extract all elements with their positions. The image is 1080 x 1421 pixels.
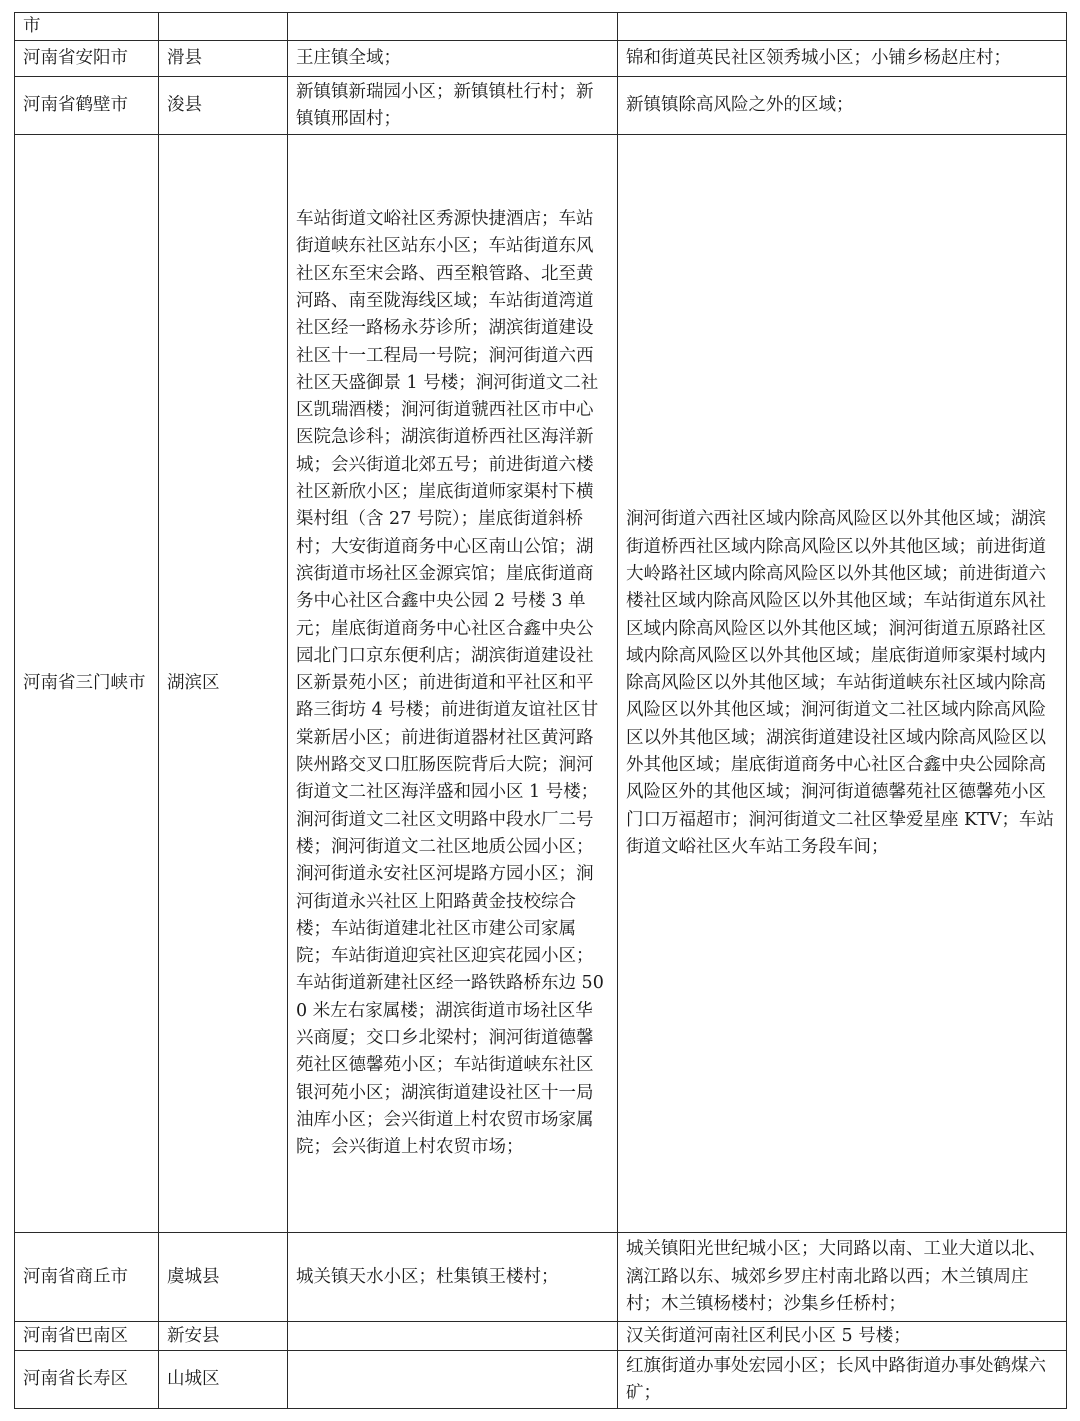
county-cell: 山城区: [159, 1351, 288, 1409]
mid-risk-cell: 新镇镇除高风险之外的区域；: [618, 77, 1067, 135]
table-row: [15, 77, 1067, 135]
county-cell: 浚县: [159, 77, 288, 135]
city-cell: 市: [15, 13, 159, 41]
high-risk-cell: 车站街道文峪社区秀源快捷酒店；车站街道峡东社区站东小区；车站街道东风社区东至宋会路、西至粮管路、北至黄河路、南至陇海线区域；车站街道湾道社区经一路杨永芬诊所；湖滨街道建设社区十一工程局一号院；涧河街道六西社区天盛御景 1 号楼；涧河街道文二社区凯瑞酒楼；涧河街道虢西社区市中心医院急诊科；湖滨街道桥西社区海洋新城；会兴街道北郊五号；前进街道六楼社区新欣小区；崖底街道师家渠村下横渠村组（含 27 号院）；崖底街道斜桥村；大安街道商务中心区南山公馆；湖滨街道市场社区金源宾馆；崖底街道商务中心社区合鑫中央公园 2 号楼 3 单元；崖底街道商务中心社区合鑫中央公园北门口京东便利店；湖滨街道建设社区新景苑小区；前进街道和平社区和平路三街坊 4 号楼；前进街道友谊社区甘棠新居小区；前进街道器材社区黄河路陕州路交叉口肛肠医院背后大院；涧河街道文二社区海洋盛和园小区 1 号楼；涧河街道文二社区文明路中段水厂二号楼；涧河街道文二社区地质公园小区；涧河街道永安社区河堤路方园小区；涧河街道永兴社区上阳路黄金技校综合楼；车站街道建北社区市建公司家属院；车站街道迎宾社区迎宾花园小区；车站街道新建社区经一路铁路桥东边 500 米左右家属楼；湖滨街道市场社区华兴商厦；交口乡北梁村；涧河街道德馨苑社区德馨苑小区；车站街道峡东社区银河苑小区；湖滨街道建设社区十一局油库小区；会兴街道上村农贸市场家属院；会兴街道上村农贸市场；: [288, 135, 618, 1233]
city-cell: 河南省安阳市: [15, 41, 159, 77]
mid-risk-cell: 锦和街道英民社区领秀城小区；小铺乡杨赵庄村；: [618, 41, 1067, 77]
table-row: [15, 41, 1067, 77]
high-risk-cell: [288, 1351, 618, 1409]
county-cell: 新安县: [159, 1322, 288, 1351]
mid-risk-cell: [618, 13, 1067, 41]
city-cell: 河南省三门峡市: [15, 135, 159, 1233]
city-cell: 河南省鹤壁市: [15, 77, 159, 135]
table-row: [15, 13, 1067, 41]
high-risk-cell: 王庄镇全域；: [288, 41, 618, 77]
county-cell: 滑县: [159, 41, 288, 77]
mid-risk-cell: 红旗街道办事处宏园小区；长风中路街道办事处鹤煤六矿；: [618, 1351, 1067, 1409]
high-risk-cell: [288, 1322, 618, 1351]
high-risk-cell: [288, 13, 618, 41]
county-cell: [159, 13, 288, 41]
city-cell: 河南省巴南区: [15, 1322, 159, 1351]
city-cell: 河南省商丘市: [15, 1233, 159, 1322]
table-row: [15, 1351, 1067, 1409]
table-row: [15, 135, 1067, 1233]
table-row: [15, 1233, 1067, 1322]
city-cell: 河南省长寿区: [15, 1351, 159, 1409]
risk-area-table: [14, 12, 1067, 1409]
county-cell: 湖滨区: [159, 135, 288, 1233]
high-risk-cell: 城关镇天水小区；杜集镇王楼村；: [288, 1233, 618, 1322]
high-risk-cell: 新镇镇新瑞园小区；新镇镇杜行村；新镇镇邢固村；: [288, 77, 618, 135]
county-cell: 虞城县: [159, 1233, 288, 1322]
mid-risk-cell: 城关镇阳光世纪城小区；大同路以南、工业大道以北、漓江路以东、城郊乡罗庄村南北路以西；木兰镇周庄村；木兰镇杨楼村；沙集乡任桥村；: [618, 1233, 1067, 1322]
mid-risk-cell: 汉关街道河南社区利民小区 5 号楼；: [618, 1322, 1067, 1351]
table-row: [15, 1322, 1067, 1351]
mid-risk-cell: 涧河街道六西社区域内除高风险区以外其他区域；湖滨街道桥西社区域内除高风险区以外其他区域；前进街道大岭路社区域内除高风险区以外其他区域；前进街道六楼社区域内除高风险区以外其他区域；车站街道东风社区域内除高风险区以外其他区域；涧河街道五原路社区域内除高风险区以外其他区域；崖底街道师家渠村域内除高风险区以外其他区域；车站街道峡东社区域内除高风险区以外其他区域；涧河街道文二社区域内除高风险区以外其他区域；湖滨街道建设社区域内除高风险区以外其他区域；崖底街道商务中心社区合鑫中央公园除高风险区外的其他区域；涧河街道德馨苑社区德馨苑小区门口万福超市；涧河街道文二社区挚爱星座 KTV；车站街道文峪社区火车站工务段车间；: [618, 135, 1067, 1233]
